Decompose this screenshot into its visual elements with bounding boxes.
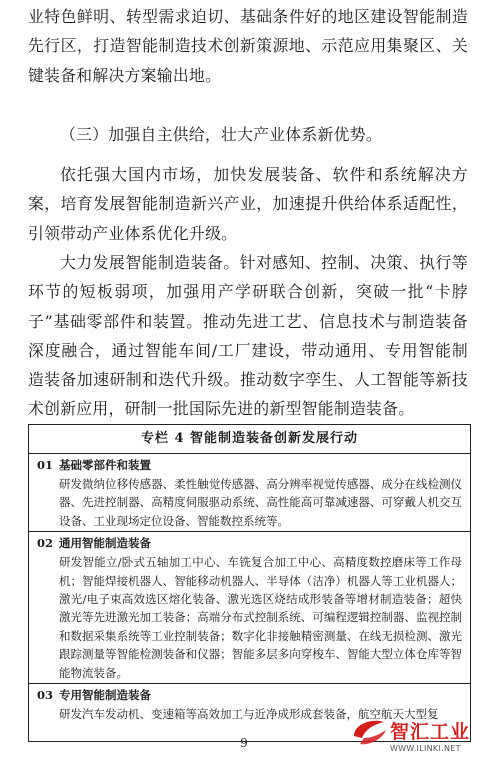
body-paragraph-3: 大力发展智能制造装备。针对感知、控制、决策、执行等环节的短板弱项，加强用产学研联合创新，突破一批“卡脖子”基础零部件和装置。推动先进工艺、信息技术与制造装备深度融合，通过智能车间/工厂建设，带动通用、专用智能制造装备加速研制和迭代升级。推动数字孪生、人工智能等新技术创新应用，研制一批国际先进的新型智能制造装备。 [28,253,468,419]
body-paragraph-1: 业特色鲜明、转型需求迫切、基础条件好的地区建设智能制造先行区，打造智能制造技术创新策源地、示范应用集聚区、关键装备和解决方案输出地。 [28,7,468,85]
section-header [37,456,462,475]
column-box [28,424,471,742]
section-heading: （三）加强自主供给，壮大产业体系新优势。 [60,125,382,144]
section-title: 专用智能制造装备 [59,688,151,703]
body-paragraph-2: 依托强大国内市场，加快发展装备、软件和系统解决方案，培育发展智能制造新兴产业，加速提升供给体系适配性，引领带动产业体系优化升级。 [28,165,468,243]
section-number: 03 [37,688,54,703]
section-number: 01 [37,458,54,472]
section-header [37,686,462,705]
section-body: 研发智能立/卧式五轴加工中心、车铣复合加工中心、高精度数控磨床等工作母机；智能焊接机器人、智能移动机器人、半导体（洁净）机器人等工业机器人；激光/电子束高效选区熔化装备、激光选区烧结成形装备等增材制造装备；超快激光等先进激光加工装备；高端分布式控制系统、可编程逻辑控制器、监视控制和数据采集系统等工业控制装备；数字化非接触精密测量、在线无损检测、激光跟踪测量等智能检测装备和仪器；智能多层多向穿梭车、智能大型立体仓库等智能物流装备。 [59,555,462,680]
watermark-name: 智汇工业 [390,721,471,743]
section-body: 研发汽车发动机、变速箱等高效加工与近净成形成套装备，航空航天大型复 [59,707,439,722]
watermark-url: WWW.ILINKI.NET [390,744,461,753]
section-header [37,534,462,553]
page-number: 9 [240,736,248,750]
watermark-logo-icon [350,716,390,750]
box-section [29,454,470,532]
section-body: 研发微纳位移传感器、柔性触觉传感器、高分辨率视觉传感器、成分在线检测仪器、先进控制器、高精度伺服驱动系统、高性能高可靠减速器、可穿戴人机交互设备、工业现场定位设备、智能数控系统等。 [59,477,462,528]
section-title: 基础零部件和装置 [59,458,151,472]
section-number: 02 [37,536,54,551]
section-title: 通用智能制造装备 [59,536,151,551]
box-section [29,532,470,684]
watermark [350,716,482,760]
box-title: 专栏 4 智能制造装备创新发展行动 [29,425,470,454]
